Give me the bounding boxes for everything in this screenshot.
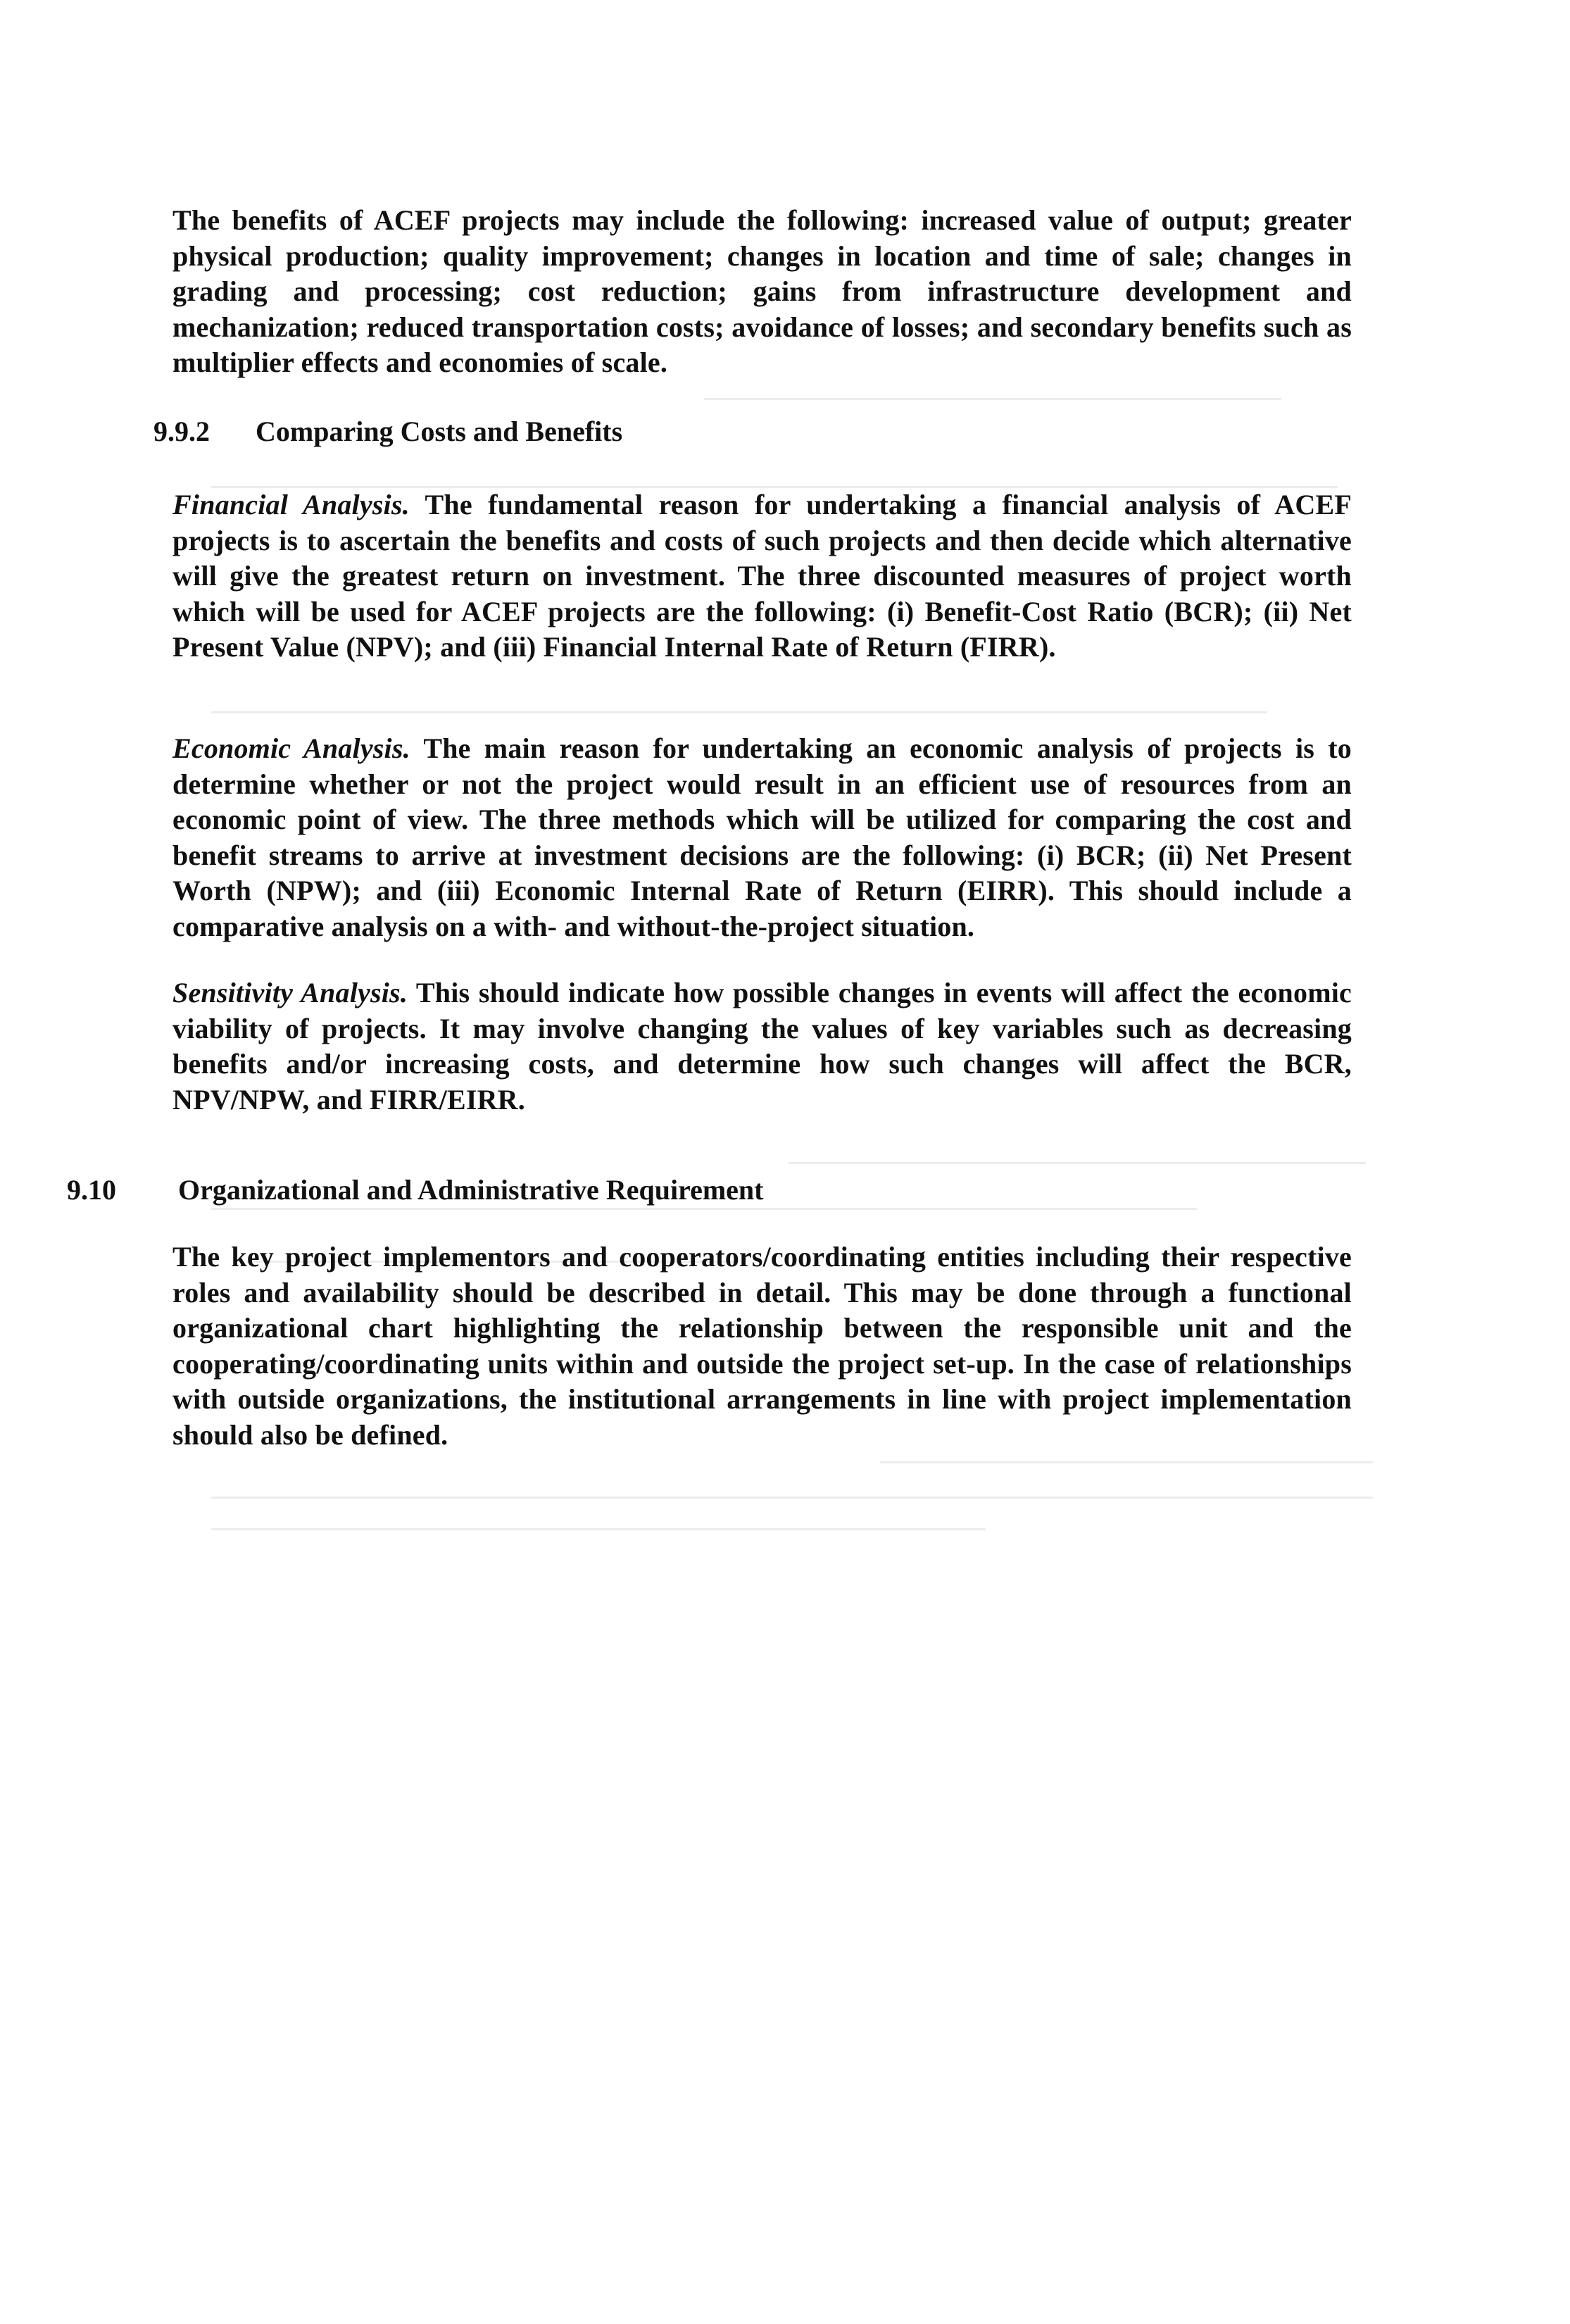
scan-noise [880,1461,1373,1463]
economic-analysis-text: The main reason for undertaking an economic analysis of projects is to determine whether or not the project would result in an efficient use of resources from an economic point of view. The three methods which will be utilized for comparing the cost and benefit streams to arrive at investment decisions are the following: (i) BCR; (ii) Net Present Worth (NPW); and (iii) Economic Internal Rate of Return (EIRR). This should include a comparative analysis on a with- and without-the-project situation. [172,732,1352,942]
scan-noise [211,1497,1373,1499]
economic-analysis-lead: Economic Analysis. [172,732,410,764]
organizational-paragraph: The key project implementors and cooperators/coordinating entities including their respective roles and availability should be described in detail. This may be done through a functional organizational chart highlighting the relationship between the responsible unit and the cooperating/coordinating units within and outside the project set-up. In the case of relationships with outside organizations, the institutional arrangements in line with project implementation should also be defined. [172,1241,1352,1451]
scan-noise [211,1528,986,1530]
sensitivity-analysis-text: This should indicate how possible changes in events will affect the economic viability of projects. It may involve changing the values of key variables such as decreasing benefits and/or increasing costs, and determine how such changes will affect the BCR, NPV/NPW, and FIRR/EIRR. [172,977,1352,1116]
scan-noise [704,398,1281,400]
section-number: 9.10 [67,1174,116,1206]
sensitivity-analysis-lead: Sensitivity Analysis. [172,977,408,1008]
section-title: Organizational and Administrative Requirement [178,1174,764,1206]
economic-analysis-paragraph [172,731,1352,944]
financial-analysis-paragraph [172,487,1352,666]
benefits-paragraph: The benefits of ACEF projects may include the following: increased value of output; greater physical production; quality improvement; changes in location and time of sale; changes in grading and processing; cost reduction; gains from infrastructure development and mechanization; reduced transportation costs; avoidance of losses; and secondary benefits such as multiplier effects and economies of scale. [172,204,1352,378]
section-title: Comparing Costs and Benefits [256,416,623,447]
sensitivity-analysis-paragraph [172,975,1352,1118]
scan-noise [789,1162,1366,1164]
section-heading-9-10 [67,1173,763,1208]
scan-noise [211,1208,1197,1210]
financial-analysis-text: The fundamental reason for undertaking a financial analysis of ACEF projects is to ascertain the benefits and costs of such projects and then decide which alternative will give the greatest return on investment. The three discounted measures of project worth which will be used for ACEF projects are the following: (i) Benefit-Cost Ratio (BCR); (ii) Net Present Value (NPV); and (iii) Financial Internal Rate of Return (FIRR). [172,489,1352,663]
financial-analysis-lead: Financial Analysis. [172,489,410,520]
scan-noise [211,711,1267,713]
section-number: 9.9.2 [153,416,210,447]
section-heading-9-9-2 [153,414,622,449]
